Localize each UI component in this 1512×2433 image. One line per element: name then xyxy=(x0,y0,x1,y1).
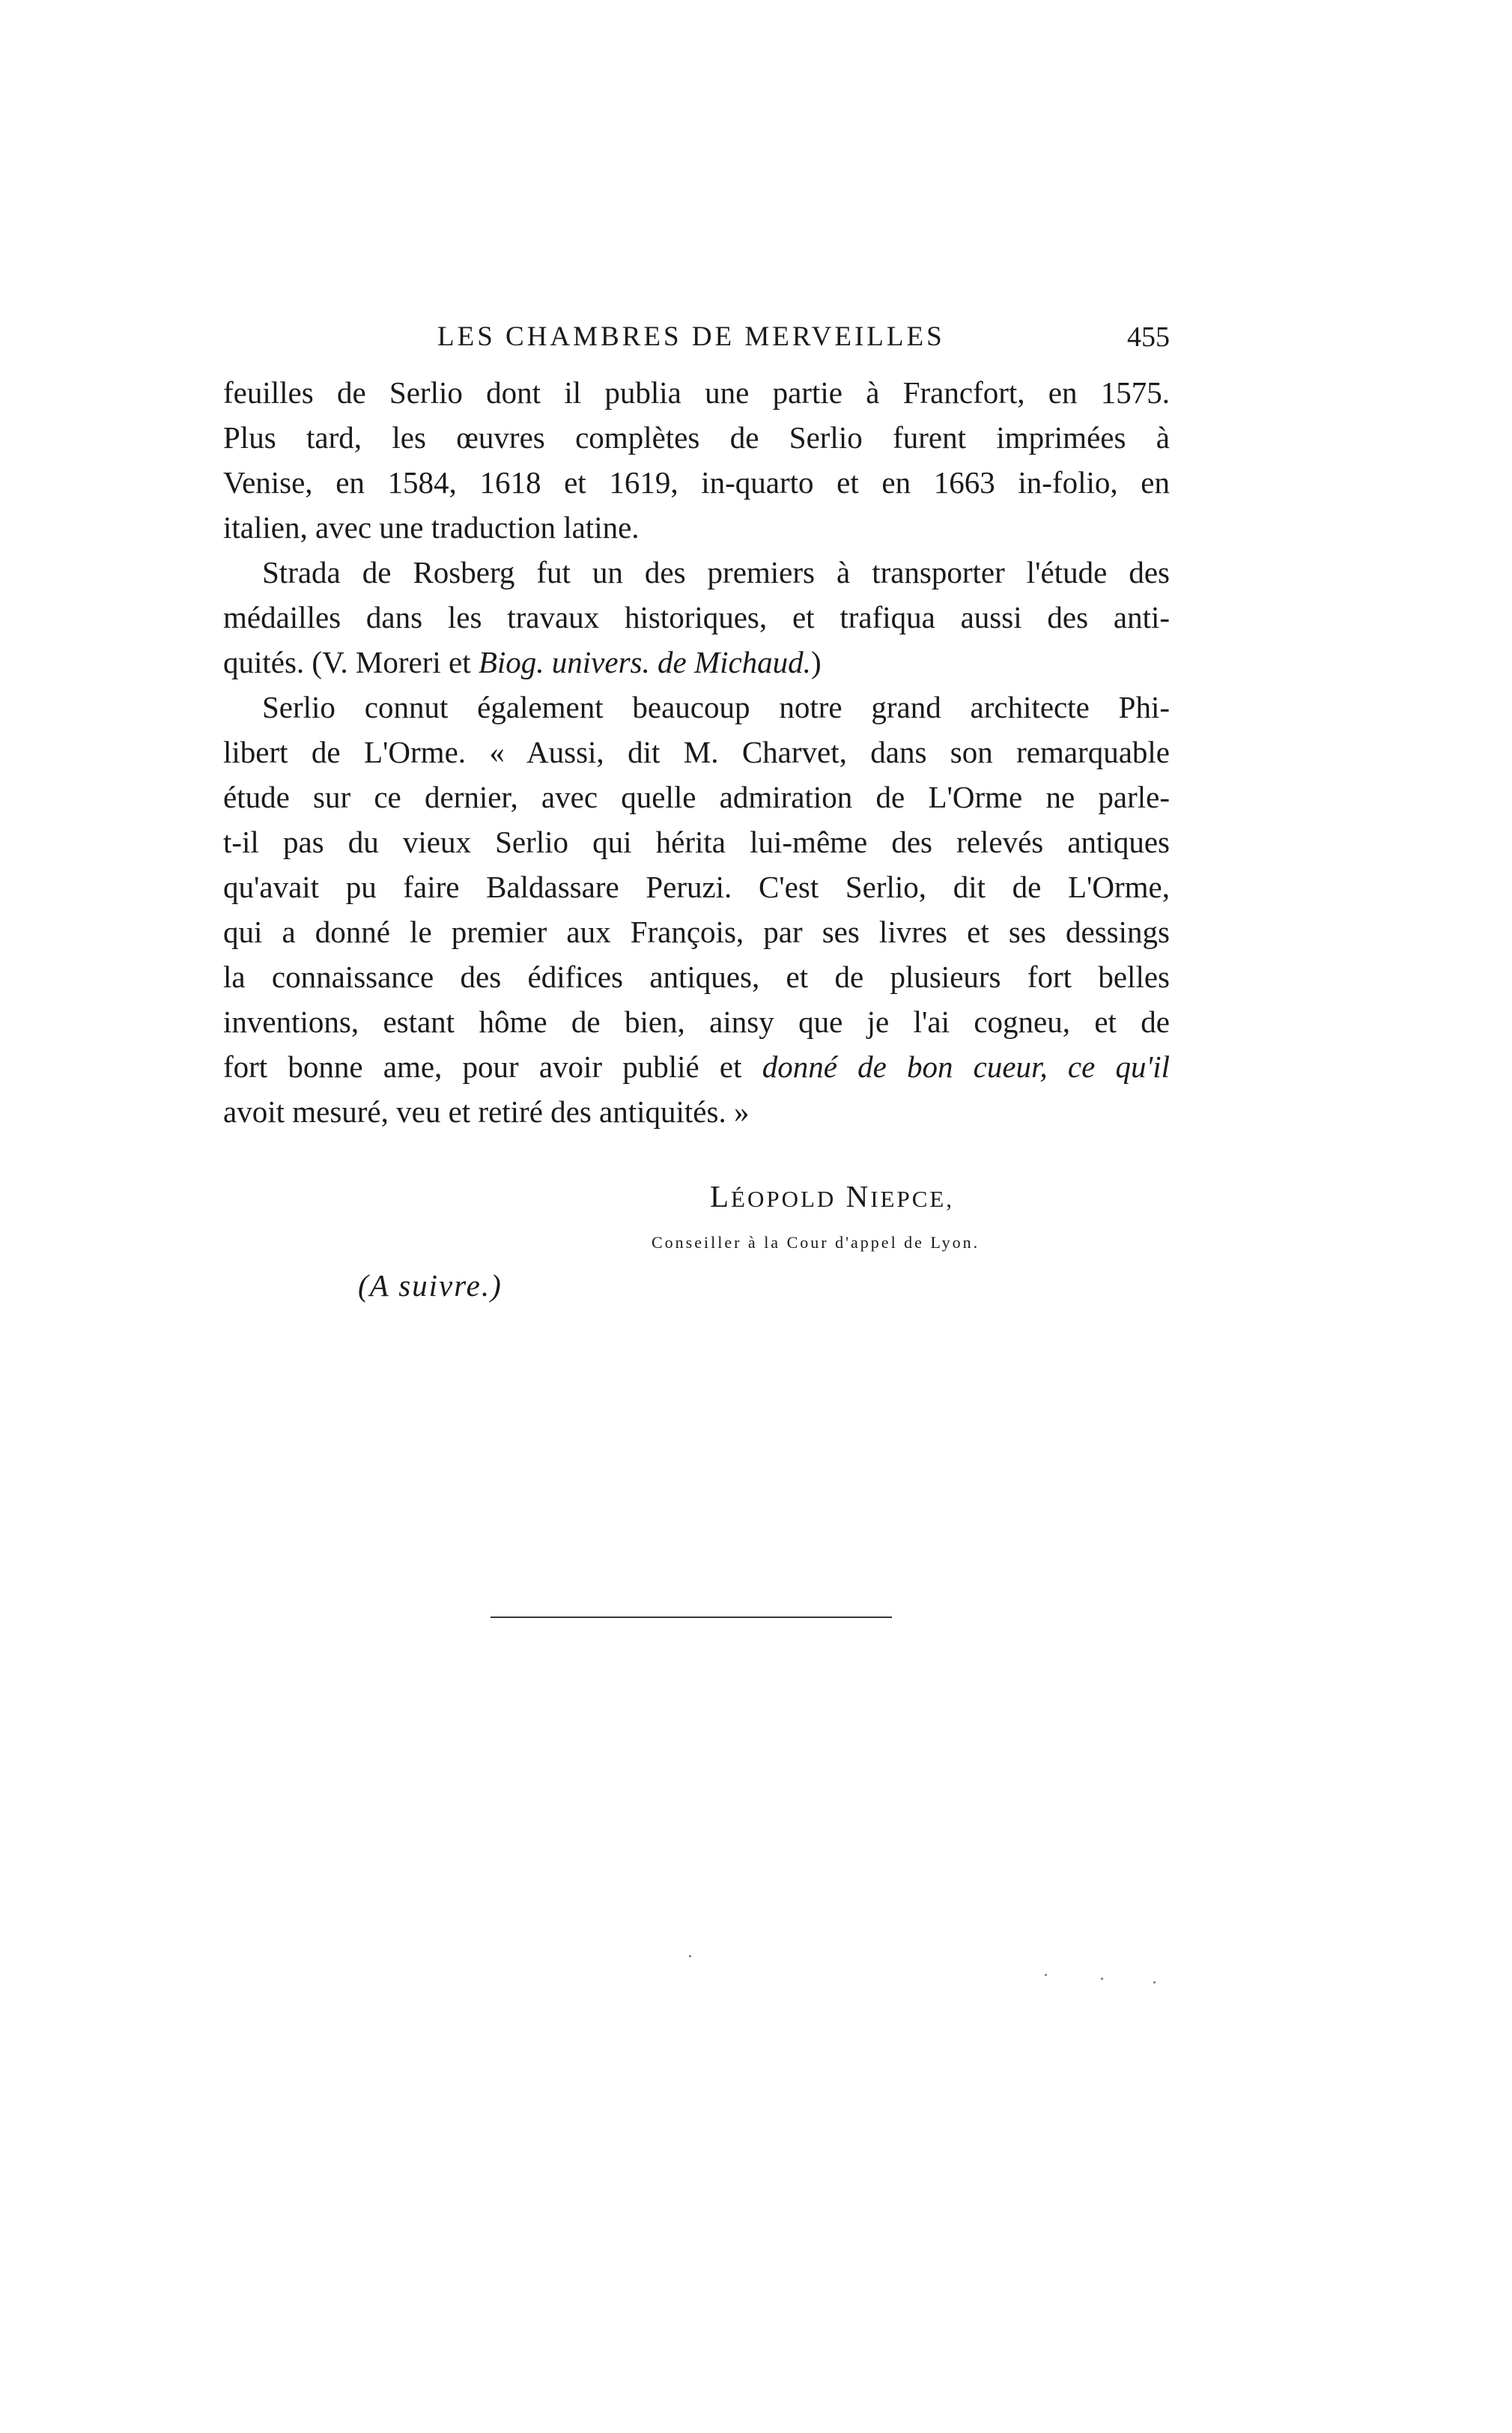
print-speck xyxy=(1101,1978,1103,1980)
author-affiliation: Conseiller à la Cour d'appel de Lyon. xyxy=(652,1233,980,1252)
text-line: feuilles de Serlio dont il publia une partie à Francfort, en 1575. xyxy=(223,375,1170,410)
body-text xyxy=(223,370,1170,1134)
signature-last-rest: IEPCE, xyxy=(870,1186,955,1212)
text-line: italien, avec une traduction latine. xyxy=(223,510,640,545)
text-line xyxy=(223,640,1170,685)
running-header xyxy=(223,321,1170,366)
citation-italic: Biog. univers. de Michaud. xyxy=(478,645,811,679)
text-line: inventions, estant hôme de bien, ainsy que je l'ai cogneu, et de xyxy=(223,1005,1170,1039)
text-line: libert de L'Orme. « Aussi, dit M. Charvet, dans son remarquable xyxy=(223,735,1170,769)
text-line: Serlio connut également beaucoup notre grand architecte Phi- xyxy=(262,690,1170,724)
quote-italic: donné de bon cueur, ce qu'il xyxy=(762,1049,1170,1084)
text-line-end: ) xyxy=(810,645,822,679)
print-speck xyxy=(1153,1981,1156,1984)
text-line: étude sur ce dernier, avec quelle admiration de L'Orme ne parle- xyxy=(223,780,1170,814)
text-line: Venise, en 1584, 1618 et 1619, in-quarto et en 1663 in-folio, en xyxy=(223,465,1170,500)
running-title: LES CHAMBRES DE MERVEILLES xyxy=(437,321,945,352)
text-line-start: fort bonne ame, pour avoir publié et xyxy=(223,1049,762,1084)
text-line: Plus tard, les œuvres complètes de Serlio furent imprimées à xyxy=(223,420,1170,455)
signature-first-initial: L xyxy=(710,1179,732,1214)
print-speck xyxy=(689,1955,691,1957)
text-line: qu'avait pu faire Baldassare Peruzi. C'est Serlio, dit de L'Orme, xyxy=(223,870,1170,904)
page-number: 455 xyxy=(1127,321,1170,353)
signature-last-initial: N xyxy=(845,1179,871,1214)
text-line: la connaissance des édifices antiques, et de plusieurs fort belles xyxy=(223,960,1170,994)
text-line: t-il pas du vieux Serlio qui hérita lui-même des relevés antiques xyxy=(223,825,1170,859)
author-signature xyxy=(710,1178,954,1214)
text-line: Strada de Rosberg fut un des premiers à transporter l'étude des xyxy=(262,555,1170,590)
text-line: qui a donné le premier aux François, par ses livres et ses dessings xyxy=(223,915,1170,949)
to-be-continued: (A suivre.) xyxy=(358,1268,503,1303)
text-line-start: quités. (V. Moreri et xyxy=(223,645,479,679)
text-line xyxy=(223,1044,1170,1089)
end-rule xyxy=(491,1617,892,1618)
text-line: médailles dans les travaux historiques, et trafiqua aussi des anti- xyxy=(223,600,1170,634)
print-speck xyxy=(1045,1974,1047,1976)
signature-first-rest: ÉOPOLD xyxy=(731,1186,837,1212)
text-line: avoit mesuré, veu et retiré des antiquités. » xyxy=(223,1094,750,1129)
